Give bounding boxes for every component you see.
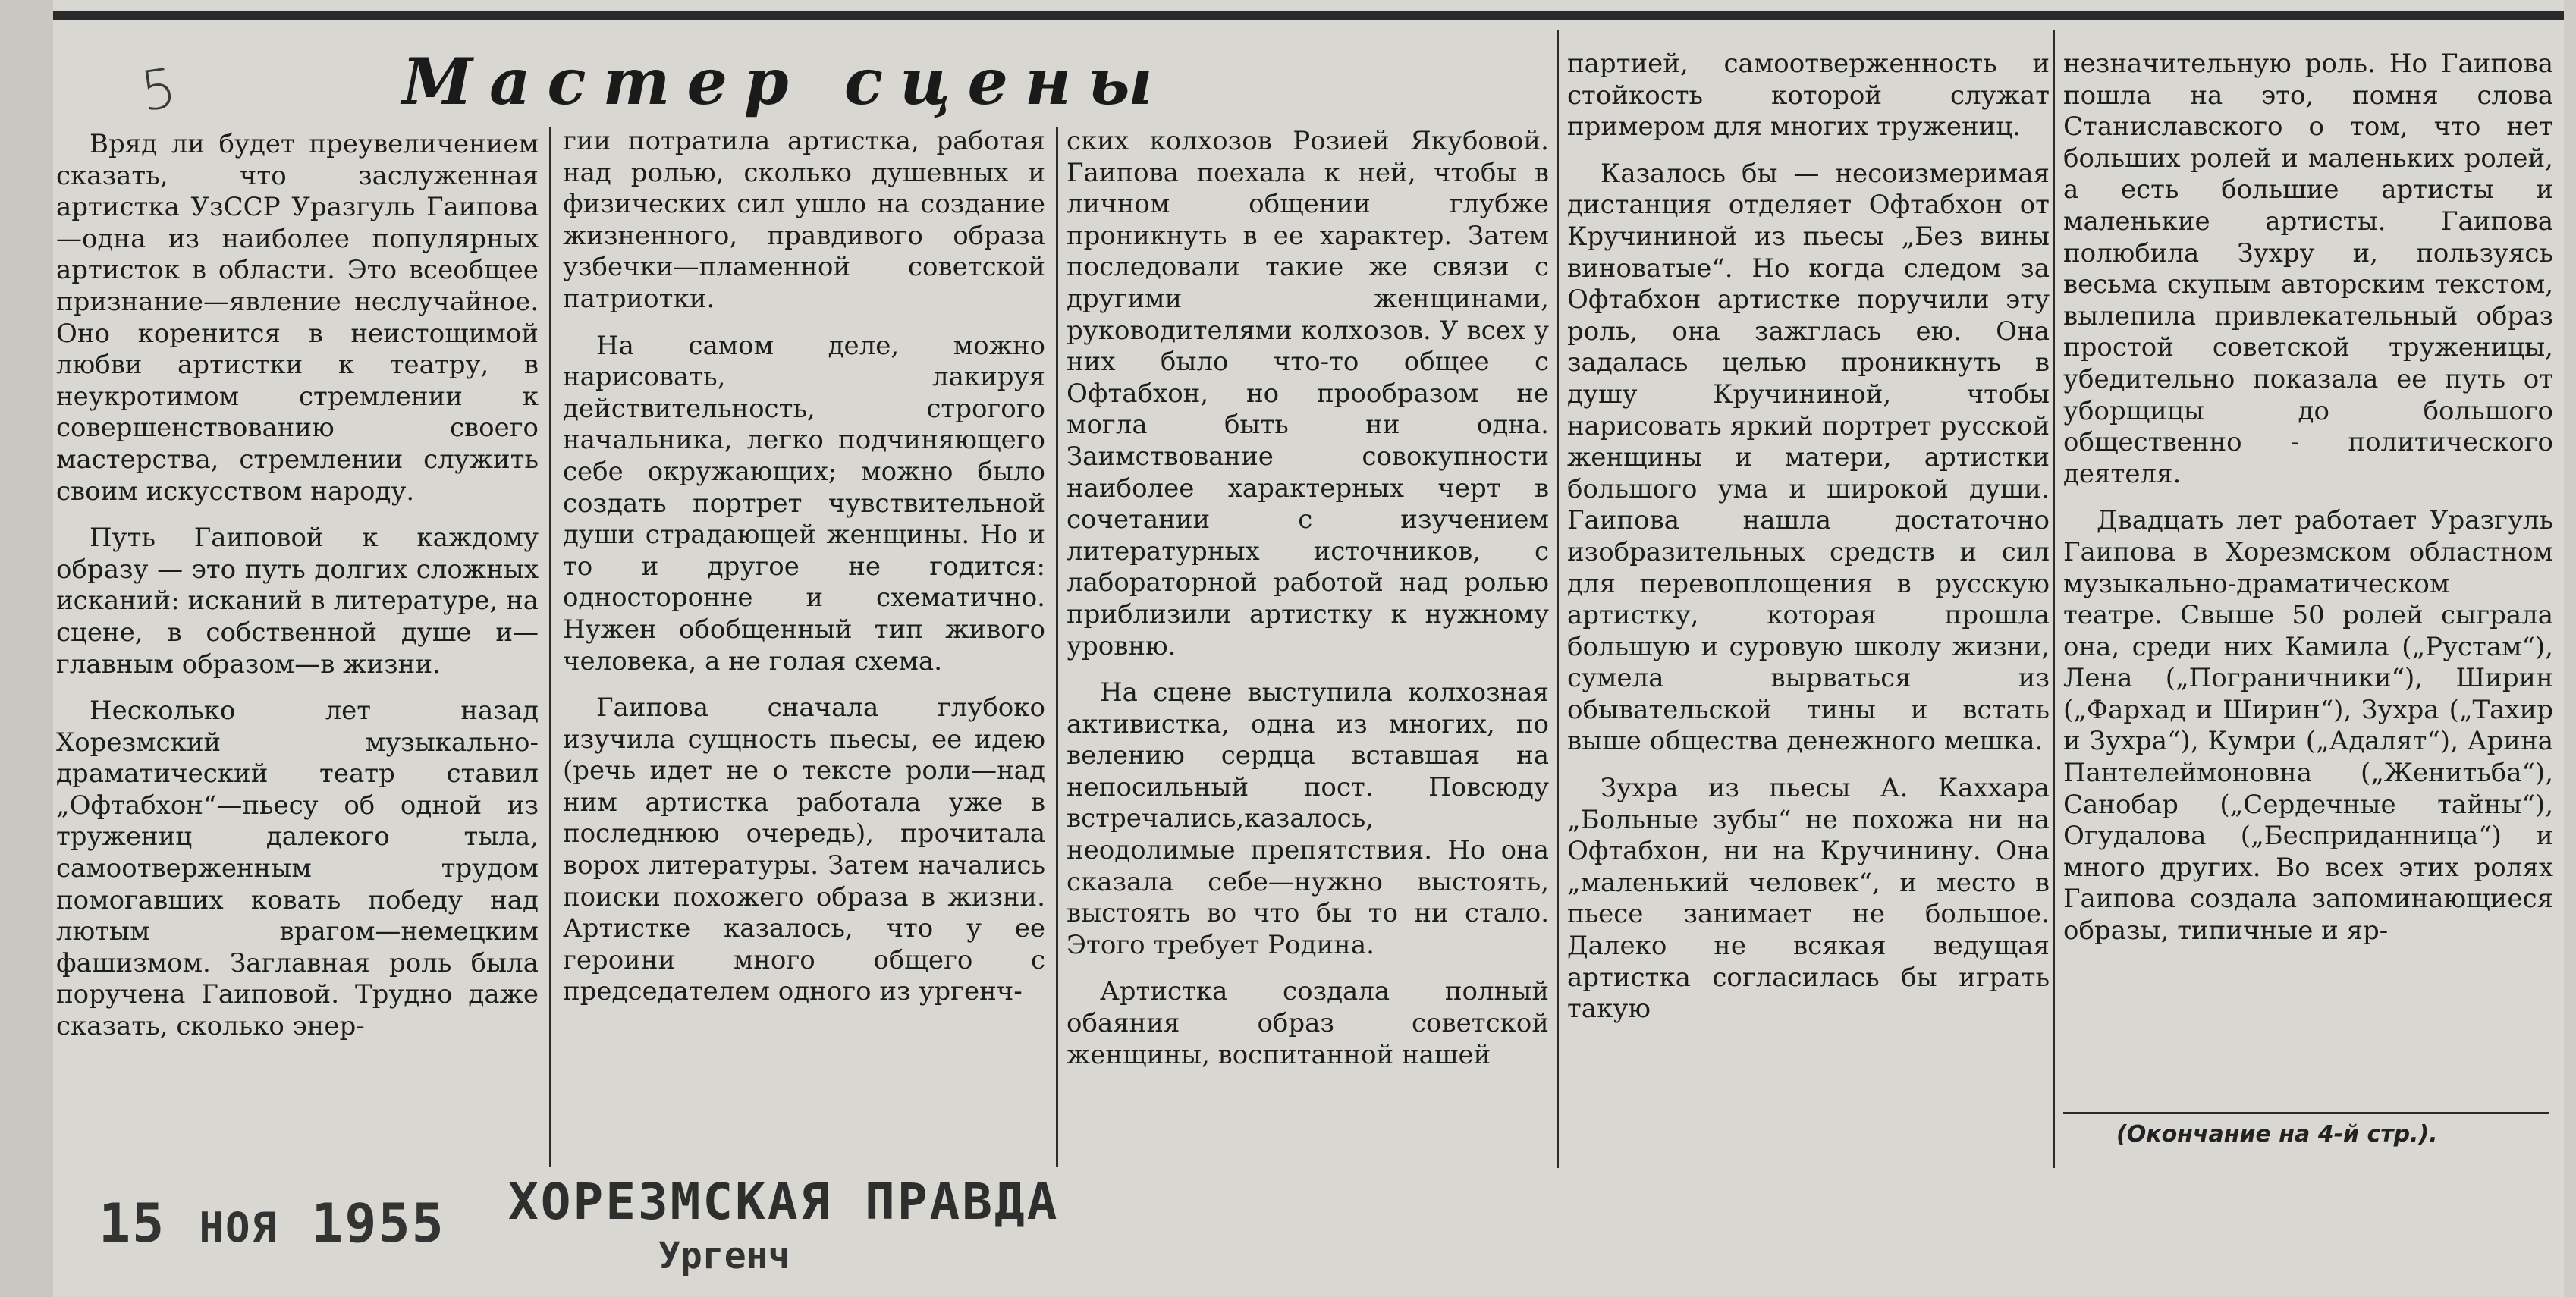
paragraph: Двадцать лет работает Уразгуль Гаипова в Хорезмском областном музыкально-драматическом театре. Свыше 50 ролей сыграла она, среди них Камила („Рустам“), Лена („Пограничники“), Ширин („Фархад и Ширин“), Зухра („Тахир и Зухра“), Кумри („Адалят“), Арина Пантелеймоновна („Женитьба“), Санобар („Сердечные тайны“), Огудалова („Бесприданница“) и много других. Во всех этих ролях Гаипова создала запоминающиеся образы, типичные и яр- xyxy=(2063,505,2553,947)
paragraph: Гаипова сначала глубоко изучила сущность пьесы, ее идею (речь идет не о тексте роли—над ним артистка работала уже в последнюю очередь), прочитала ворох литературы. Затем начались поиски похожего образа в жизни. Артистке казалось, что у ее героини много общего с председателем одного из ургенч- xyxy=(563,692,1045,1007)
clipping-left-margin xyxy=(0,0,53,1297)
newspaper-name-stamp: ХОРЕЗМСКАЯ ПРАВДА xyxy=(508,1173,1060,1231)
paragraph: Вряд ли будет преувеличением сказать, что заслуженная артистка УзССР Уразгуль Гаипова—одна из наиболее популярных артисток в области. Это всеобщее признание—явление неслучайное. Оно коренится в неистощимой любви артистки к театру, в неукротимом стремлении к совершенствованию своего мастерства, стремлении служить своим искусством народу. xyxy=(56,129,539,507)
paragraph: Артистка создала полный обаяния образ советской женщины, воспитанной нашей xyxy=(1067,976,1549,1070)
paragraph: Зухра из пьесы А. Каххара „Больные зубы“ не похожа ни на Офтабхон, ни на Кручинину. Она „маленький человек“, и место в пьесе занимает не большое. Далеко не всякая ведущая артистка согласилась бы играть такую xyxy=(1567,773,2050,1025)
continuation-rule xyxy=(2063,1112,2549,1114)
column-rule xyxy=(2053,30,2055,1168)
article-column-4 xyxy=(1567,49,2050,1156)
stamp-year: 1955 xyxy=(311,1192,445,1255)
continuation-note: (Окончание на 4-й стр.). xyxy=(2116,1121,2438,1148)
column-rule xyxy=(1056,127,1058,1167)
paragraph: На самом деле, можно нарисовать, лакируя действительность, строгого начальника, легко подчиняющего себе окружающих; можно было создать портрет чувствительной души страдающей женщины. Но и то и другое не годится: односторонне и схематично. Нужен обобщенный тип живого человека, а не голая схема. xyxy=(563,330,1045,677)
paragraph: На сцене выступила колхозная активистка, одна из многих, по велению сердца вставшая на непосильный пост. Повсюду встречались,казалось, неодолимые препятствия. Но она сказала себе—нужно выстоять, выстоять во что бы то ни стало. Этого требует Родина. xyxy=(1067,677,1549,960)
article-column-3 xyxy=(1067,126,1549,1157)
paragraph: Путь Гаиповой к каждому образу — это путь долгих сложных исканий: исканий в литературе, на сцене, в собственной душе и—главным образом—в жизни. xyxy=(56,523,539,680)
stamp-day: 15 xyxy=(99,1192,166,1255)
paragraph: Несколько лет назад Хорезмский музыкально-драматический театр ставил „Офтабхон“—пьесу об одной из тружениц далекого тыла, самоотверженным трудом помогавших ковать победу над лютым врагом—немецким фашизмом. Заглавная роль была поручена Гаиповой. Трудно даже сказать, сколько энер- xyxy=(56,696,539,1042)
article-column-5 xyxy=(2063,49,2553,1118)
paragraph: партией, самоотверженность и стойкость которой служат примером для многих тружениц. xyxy=(1567,49,2050,143)
date-stamp xyxy=(99,1192,445,1255)
top-border-rule xyxy=(53,11,2564,20)
city-stamp: Ургенч xyxy=(658,1235,790,1277)
paragraph: Казалось бы — несоизмеримая дистанция отделяет Офтабхон от Кручининой из пьесы „Без вины виноватые“. Но когда следом за Офтабхон артистке поручили эту роль, она зажглась ею. Она задалась целью проникнуть в душу Кручининой, чтобы нарисовать яркий портрет русской женщины и матери, артистки большого ума и широкой души. Гаипова нашла достаточно изобразительных средств и сил для перевоплощения в русскую артистку, которая прошла большую и суровую школу жизни, сумела вырваться из обывательской тины и встать выше общества денежного мешка. xyxy=(1567,158,2050,757)
column-rule xyxy=(549,127,551,1167)
article-column-1 xyxy=(56,129,539,1160)
paragraph: ских колхозов Розией Якубовой. Гаипова поехала к ней, чтобы в личном общении глубже проникнуть в ее характер. Затем последовали такие же связи с другими женщинами, руководителями колхозов. У всех у них было что-то общее с Офтабхон, но прообразом не могла быть ни одна. Заимствование совокупности наиболее характерных черт в сочетании с изучением литературных источников, с лабораторной работой над ролью приблизили артистку к нужному уровню. xyxy=(1067,126,1549,661)
handwritten-page-number: 5 xyxy=(137,55,181,124)
column-rule xyxy=(1557,30,1559,1168)
paragraph: гии потратила артистка, работая над ролью, сколько душевных и физических сил ушло на создание жизненного, правдивого образа узбечки—пламенной советской патриотки. xyxy=(563,126,1045,314)
article-headline: Мастер сцены xyxy=(402,44,1170,119)
article-column-2 xyxy=(563,126,1045,1157)
paragraph: незначительную роль. Но Гаипова пошла на это, помня слова Станиславского о том, что нет больших ролей и маленьких ролей, а есть большие артисты и маленькие артисты. Гаипова полюбила Зухру и, пользуясь весьма скупым авторским текстом, вылепила привлекательный образ простой советской труженицы, убедительно показала ее путь от уборщицы до большого общественно - политического деятеля. xyxy=(2063,49,2553,489)
clipping-right-margin xyxy=(2564,0,2576,1297)
stamp-month: НОЯ xyxy=(199,1204,278,1251)
